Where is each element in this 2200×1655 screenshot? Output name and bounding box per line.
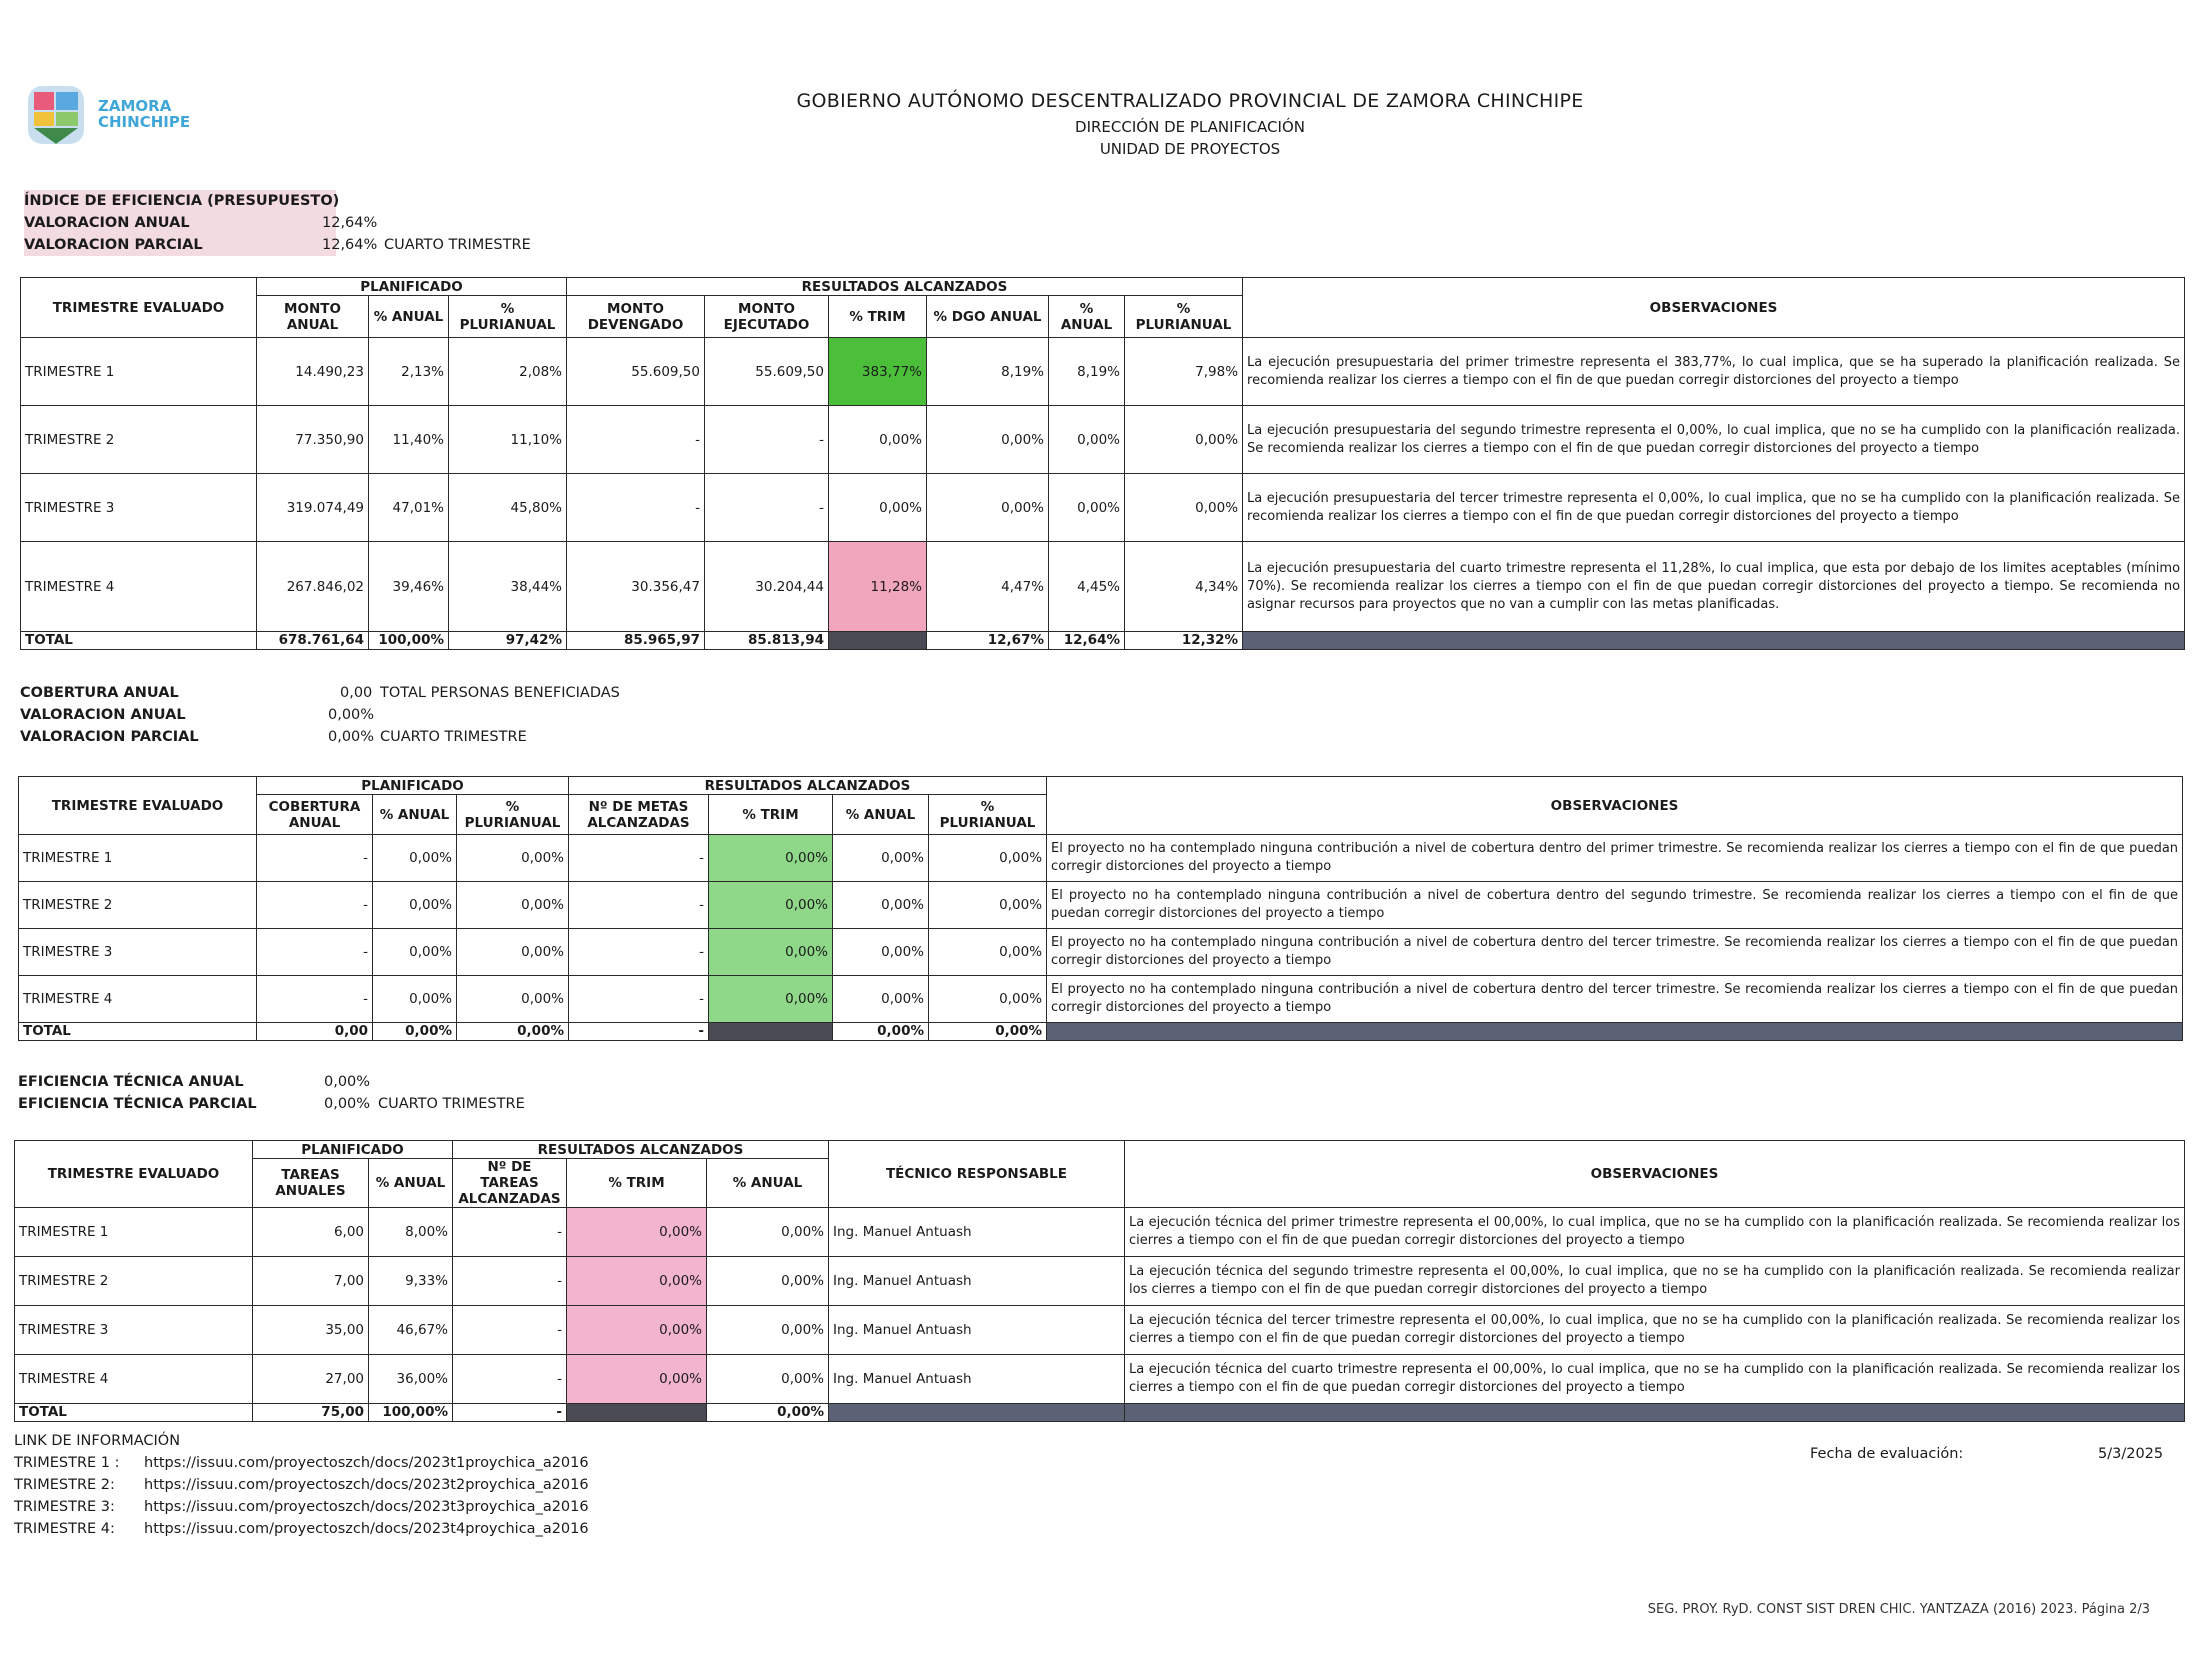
table-row bbox=[15, 1208, 2185, 1257]
total-alcanzadas: - bbox=[453, 1404, 567, 1422]
coverage-annual-label: VALORACION ANUAL bbox=[20, 707, 186, 723]
cell-metas: - bbox=[569, 882, 709, 929]
cell-pct-anual-result: 0,00% bbox=[707, 1355, 829, 1404]
col-monto-ejecutado: MONTO EJECUTADO bbox=[705, 296, 829, 338]
cell-pct-anual-result: 0,00% bbox=[707, 1257, 829, 1306]
col-monto-anual: MONTO ANUAL bbox=[257, 296, 369, 338]
row-label: TRIMESTRE 4 bbox=[19, 976, 257, 1023]
cell-tareas: 7,00 bbox=[253, 1257, 369, 1306]
cell-observaciones: El proyecto no ha contemplado ninguna contribución a nivel de cobertura dentro del tercer trimestre. Se recomienda realizar los cierres a tiempo con el fin de que puedan corregir distorciones del proyecto a tiempo bbox=[1047, 976, 2183, 1023]
cell-tareas: 27,00 bbox=[253, 1355, 369, 1404]
total-pct-plurianual: 97,42% bbox=[449, 632, 567, 650]
cell-pct-trim: 0,00% bbox=[567, 1208, 707, 1257]
cell-pct-trim: 0,00% bbox=[567, 1257, 707, 1306]
table-row bbox=[15, 1257, 2185, 1306]
cell-pct-anual-result: 4,45% bbox=[1049, 542, 1125, 632]
col-cobertura-anual: COBERTURA ANUAL bbox=[257, 795, 373, 835]
col-tecnico-responsable: TÉCNICO RESPONSABLE bbox=[829, 1141, 1125, 1208]
col-monto-devengado: MONTO DEVENGADO bbox=[567, 296, 705, 338]
col-pct-anual-result: % ANUAL bbox=[707, 1159, 829, 1208]
cell-pct-anual: 46,67% bbox=[369, 1306, 453, 1355]
cell-pct-plurianual-result: 0,00% bbox=[929, 835, 1047, 882]
row-label: TRIMESTRE 3 bbox=[15, 1306, 253, 1355]
cell-pct-trim: 0,00% bbox=[709, 929, 833, 976]
coverage-annual-value: 0,00% bbox=[328, 707, 375, 723]
cell-pct-anual-result: 0,00% bbox=[707, 1306, 829, 1355]
total-cobertura: 0,00 bbox=[257, 1023, 373, 1041]
links-section bbox=[14, 1430, 714, 1550]
cell-observaciones: El proyecto no ha contemplado ninguna contribución a nivel de cobertura dentro del tercer trimestre. Se recomienda realizar los cierres a tiempo con el fin de que puedan corregir distorciones del proyecto a tiempo bbox=[1047, 929, 2183, 976]
cell-pct-anual-result: 0,00% bbox=[833, 976, 929, 1023]
total-tecnico-filler bbox=[829, 1404, 1125, 1422]
link-label-2: TRIMESTRE 2: bbox=[14, 1477, 115, 1493]
budget-partial-label: VALORACION PARCIAL bbox=[24, 234, 336, 256]
budget-annual-label: VALORACION ANUAL bbox=[24, 212, 336, 234]
coverage-table bbox=[18, 776, 2183, 1041]
cell-pct-anual: 47,01% bbox=[369, 474, 449, 542]
logo bbox=[24, 80, 204, 152]
row-label: TRIMESTRE 1 bbox=[21, 338, 257, 406]
cell-pct-plurianual: 0,00% bbox=[457, 929, 569, 976]
cell-cobertura: - bbox=[257, 929, 373, 976]
total-obs-filler bbox=[1125, 1404, 2185, 1422]
total-row bbox=[21, 632, 2185, 650]
cell-pct-anual: 0,00% bbox=[373, 976, 457, 1023]
cell-pct-plurianual: 45,80% bbox=[449, 474, 567, 542]
technical-partial-value: 0,00% bbox=[324, 1096, 371, 1112]
cell-cobertura: - bbox=[257, 835, 373, 882]
table-row bbox=[19, 835, 2183, 882]
table-row bbox=[15, 1355, 2185, 1404]
cell-pct-plurianual-result: 4,34% bbox=[1125, 542, 1243, 632]
total-label: TOTAL bbox=[15, 1404, 253, 1422]
total-pct-plurianual-result: 12,32% bbox=[1125, 632, 1243, 650]
technical-annual-value: 0,00% bbox=[324, 1074, 371, 1090]
col-pct-plurianual-result: % PLURIANUAL bbox=[929, 795, 1047, 835]
technical-annual-label: EFICIENCIA TÉCNICA ANUAL bbox=[18, 1074, 244, 1090]
cobertura-note: TOTAL PERSONAS BENEFICIADAS bbox=[380, 685, 620, 701]
cell-pct-plurianual: 0,00% bbox=[457, 976, 569, 1023]
col-pct-anual-result: % ANUAL bbox=[833, 795, 929, 835]
cell-observaciones: La ejecución presupuestaria del tercer trimestre representa el 0,00%, lo cual implica, que no se ha cumplido con la planificación realizada. Se recomienda realizar los cierres a tiempo con el fin de que puedan corregir distorciones del proyecto a tiempo bbox=[1243, 474, 2185, 542]
total-pct-anual-result: 0,00% bbox=[833, 1023, 929, 1041]
cell-tecnico: Ing. Manuel Antuash bbox=[829, 1257, 1125, 1306]
col-trimestre-evaluado: TRIMESTRE EVALUADO bbox=[15, 1141, 253, 1208]
col-pct-plurianual-result: % PLURIANUAL bbox=[1125, 296, 1243, 338]
cell-pct-anual: 0,00% bbox=[373, 835, 457, 882]
cell-pct-anual-result: 8,19% bbox=[1049, 338, 1125, 406]
cell-pct-anual: 8,00% bbox=[369, 1208, 453, 1257]
document-header bbox=[560, 90, 1820, 158]
total-obs-filler bbox=[1243, 632, 2185, 650]
cell-observaciones: La ejecución presupuestaria del cuarto trimestre representa el 11,28%, lo cual implica, que esta por debajo de los limites aceptables (mínimo 70%). Se recomienda realizar los cierres a tiempo con el fin de que puedan corregir distorciones del proyecto a tiempo. Se recomienda no asignar recursos para proyectos que no van a cumplir con las metas planificadas. bbox=[1243, 542, 2185, 632]
row-label: TRIMESTRE 2 bbox=[19, 882, 257, 929]
document-subtitle-2: UNIDAD DE PROYECTOS bbox=[1099, 140, 1281, 158]
link-label-3: TRIMESTRE 3: bbox=[14, 1499, 115, 1515]
table-row bbox=[19, 976, 2183, 1023]
row-label: TRIMESTRE 4 bbox=[15, 1355, 253, 1404]
coverage-partial-period: CUARTO TRIMESTRE bbox=[380, 729, 527, 745]
col-pct-plurianual: % PLURIANUAL bbox=[457, 795, 569, 835]
cell-pct-anual-result: 0,00% bbox=[707, 1208, 829, 1257]
cell-pct-plurianual-result: 0,00% bbox=[1125, 406, 1243, 474]
cell-pct-trim: 0,00% bbox=[567, 1355, 707, 1404]
total-row bbox=[15, 1404, 2185, 1422]
table-row bbox=[21, 474, 2185, 542]
cell-observaciones: La ejecución técnica del segundo trimestre representa el 00,00%, lo cual implica, que no se ha cumplido con la planificación realizada. Se recomienda realizar los cierres a tiempo con el fin de que puedan corregir distorciones del proyecto a tiempo bbox=[1125, 1257, 2185, 1306]
cell-pct-plurianual-result: 0,00% bbox=[929, 882, 1047, 929]
coverage-summary bbox=[20, 682, 680, 752]
cell-alcanzadas: - bbox=[453, 1257, 567, 1306]
cell-pct-trim: 0,00% bbox=[709, 976, 833, 1023]
col-trimestre-evaluado: TRIMESTRE EVALUADO bbox=[19, 777, 257, 835]
total-obs-filler bbox=[1047, 1023, 2183, 1041]
cell-observaciones: La ejecución técnica del cuarto trimestre representa el 00,00%, lo cual implica, que no se ha cumplido con la planificación realizada. Se recomienda realizar los cierres a tiempo con el fin de que puedan corregir distorciones del proyecto a tiempo bbox=[1125, 1355, 2185, 1404]
table-row bbox=[21, 542, 2185, 632]
total-pct-anual-result: 0,00% bbox=[707, 1404, 829, 1422]
cell-monto-devengado: 55.609,50 bbox=[567, 338, 705, 406]
row-label: TRIMESTRE 1 bbox=[19, 835, 257, 882]
cell-alcanzadas: - bbox=[453, 1208, 567, 1257]
cell-tecnico: Ing. Manuel Antuash bbox=[829, 1355, 1125, 1404]
col-observaciones: OBSERVACIONES bbox=[1243, 278, 2185, 338]
total-trim-filler bbox=[829, 632, 927, 650]
link-label-4: TRIMESTRE 4: bbox=[14, 1521, 115, 1537]
col-pct-trim: % TRIM bbox=[829, 296, 927, 338]
table-row bbox=[19, 929, 2183, 976]
cell-pct-anual: 36,00% bbox=[369, 1355, 453, 1404]
technical-summary bbox=[18, 1071, 578, 1117]
cell-monto-anual: 319.074,49 bbox=[257, 474, 369, 542]
total-pct-anual: 100,00% bbox=[369, 632, 449, 650]
total-monto-devengado: 85.965,97 bbox=[567, 632, 705, 650]
evaluation-date: 5/3/2025 bbox=[2098, 1446, 2164, 1462]
link-label-1: TRIMESTRE 1 : bbox=[14, 1455, 120, 1471]
row-label: TRIMESTRE 2 bbox=[21, 406, 257, 474]
col-pct-trim: % TRIM bbox=[709, 795, 833, 835]
col-pct-anual: % ANUAL bbox=[369, 296, 449, 338]
total-trim-filler bbox=[709, 1023, 833, 1041]
total-monto-anual: 678.761,64 bbox=[257, 632, 369, 650]
cell-pct-anual-result: 0,00% bbox=[833, 835, 929, 882]
cell-pct-anual: 9,33% bbox=[369, 1257, 453, 1306]
cell-monto-devengado: - bbox=[567, 406, 705, 474]
col-pct-anual: % ANUAL bbox=[373, 795, 457, 835]
group-planificado: PLANIFICADO bbox=[257, 777, 569, 795]
col-pct-anual: % ANUAL bbox=[369, 1159, 453, 1208]
cell-pct-plurianual: 2,08% bbox=[449, 338, 567, 406]
total-pct-anual: 100,00% bbox=[369, 1404, 453, 1422]
cell-monto-ejecutado: - bbox=[705, 406, 829, 474]
col-metas-alcanzadas: Nº DE METAS ALCANZADAS bbox=[569, 795, 709, 835]
budget-partial-period: CUARTO TRIMESTRE bbox=[384, 237, 531, 253]
total-monto-ejecutado: 85.813,94 bbox=[705, 632, 829, 650]
cell-pct-plurianual: 38,44% bbox=[449, 542, 567, 632]
link-url-2[interactable]: https://issuu.com/proyectoszch/docs/2023t2proychica_a2016 bbox=[144, 1477, 589, 1493]
cell-alcanzadas: - bbox=[453, 1355, 567, 1404]
cell-monto-ejecutado: 30.204,44 bbox=[705, 542, 829, 632]
cell-alcanzadas: - bbox=[453, 1306, 567, 1355]
cell-pct-trim: 383,77% bbox=[829, 338, 927, 406]
cell-monto-anual: 267.846,02 bbox=[257, 542, 369, 632]
cell-metas: - bbox=[569, 835, 709, 882]
total-pct-anual-result: 12,64% bbox=[1049, 632, 1125, 650]
cell-monto-devengado: 30.356,47 bbox=[567, 542, 705, 632]
cell-pct-plurianual-result: 0,00% bbox=[929, 929, 1047, 976]
total-tareas: 75,00 bbox=[253, 1404, 369, 1422]
col-trimestre-evaluado: TRIMESTRE EVALUADO bbox=[21, 278, 257, 338]
budget-annual-value: 12,64% bbox=[322, 215, 378, 231]
row-label: TRIMESTRE 2 bbox=[15, 1257, 253, 1306]
budget-summary bbox=[24, 190, 584, 260]
cell-pct-dgo-anual: 4,47% bbox=[927, 542, 1049, 632]
links-heading: LINK DE INFORMACIÓN bbox=[14, 1433, 181, 1449]
cell-pct-dgo-anual: 0,00% bbox=[927, 406, 1049, 474]
coverage-partial-label: VALORACION PARCIAL bbox=[20, 729, 199, 745]
cell-observaciones: La ejecución presupuestaria del primer trimestre representa el 383,77%, lo cual implica, que se ha superado la planificación realizada. Se recomienda realizar los cierres a tiempo con el fin de que puedan corregir distorciones del proyecto a tiempo bbox=[1243, 338, 2185, 406]
technical-partial-period: CUARTO TRIMESTRE bbox=[378, 1096, 525, 1112]
group-planificado: PLANIFICADO bbox=[253, 1141, 453, 1159]
row-label: TRIMESTRE 3 bbox=[21, 474, 257, 542]
cell-pct-plurianual: 0,00% bbox=[457, 835, 569, 882]
cell-pct-anual: 39,46% bbox=[369, 542, 449, 632]
cell-pct-trim: 0,00% bbox=[709, 835, 833, 882]
budget-summary-heading: ÍNDICE DE EFICIENCIA (PRESUPUESTO) bbox=[24, 190, 336, 212]
cell-cobertura: - bbox=[257, 976, 373, 1023]
technical-table bbox=[14, 1140, 2185, 1422]
cell-monto-anual: 77.350,90 bbox=[257, 406, 369, 474]
budget-partial-value: 12,64% bbox=[322, 237, 378, 253]
col-observaciones: OBSERVACIONES bbox=[1047, 777, 2183, 835]
total-trim-filler bbox=[567, 1404, 707, 1422]
cell-observaciones: La ejecución presupuestaria del segundo trimestre representa el 0,00%, lo cual implica, que no se ha cumplido con la planificación realizada. Se recomienda realizar los cierres a tiempo con el fin de que puedan corregir distorciones del proyecto a tiempo bbox=[1243, 406, 2185, 474]
cell-observaciones: El proyecto no ha contemplado ninguna contribución a nivel de cobertura dentro del primer trimestre. Se recomienda realizar los cierres a tiempo con el fin de que puedan corregir distorciones del proyecto a tiempo bbox=[1047, 835, 2183, 882]
document-title: GOBIERNO AUTÓNOMO DESCENTRALIZADO PROVINCIAL DE ZAMORA CHINCHIPE bbox=[796, 90, 1584, 112]
total-label: TOTAL bbox=[19, 1023, 257, 1041]
col-pct-dgo-anual: % DGO ANUAL bbox=[927, 296, 1049, 338]
cell-observaciones: El proyecto no ha contemplado ninguna contribución a nivel de cobertura dentro del segundo trimestre. Se recomienda realizar los cierres a tiempo con el fin de que puedan corregir distorciones del proyecto a tiempo bbox=[1047, 882, 2183, 929]
coverage-partial-value: 0,00% bbox=[328, 729, 375, 745]
cell-pct-plurianual-result: 7,98% bbox=[1125, 338, 1243, 406]
evaluation-label: Fecha de evaluación: bbox=[1810, 1446, 1964, 1462]
group-resultados: RESULTADOS ALCANZADOS bbox=[567, 278, 1243, 296]
logo-text-line1: ZAMORA bbox=[98, 97, 172, 115]
cell-pct-anual-result: 0,00% bbox=[1049, 474, 1125, 542]
cell-pct-anual-result: 0,00% bbox=[1049, 406, 1125, 474]
group-resultados: RESULTADOS ALCANZADOS bbox=[453, 1141, 829, 1159]
row-label: TRIMESTRE 4 bbox=[21, 542, 257, 632]
cell-pct-trim: 0,00% bbox=[829, 474, 927, 542]
col-pct-anual-result: % ANUAL bbox=[1049, 296, 1125, 338]
col-tareas-anuales: TAREAS ANUALES bbox=[253, 1159, 369, 1208]
cell-monto-devengado: - bbox=[567, 474, 705, 542]
cell-pct-plurianual: 11,10% bbox=[449, 406, 567, 474]
cell-monto-ejecutado: 55.609,50 bbox=[705, 338, 829, 406]
total-pct-anual: 0,00% bbox=[373, 1023, 457, 1041]
cell-observaciones: La ejecución técnica del tercer trimestre representa el 00,00%, lo cual implica, que no se ha cumplido con la planificación realizada. Se recomienda realizar los cierres a tiempo con el fin de que puedan corregir distorciones del proyecto a tiempo bbox=[1125, 1306, 2185, 1355]
row-label: TRIMESTRE 1 bbox=[15, 1208, 253, 1257]
cell-tareas: 6,00 bbox=[253, 1208, 369, 1257]
cell-pct-dgo-anual: 8,19% bbox=[927, 338, 1049, 406]
cell-observaciones: La ejecución técnica del primer trimestre representa el 00,00%, lo cual implica, que no se ha cumplido con la planificación realizada. Se recomienda realizar los cierres a tiempo con el fin de que puedan corregir distorciones del proyecto a tiempo bbox=[1125, 1208, 2185, 1257]
budget-table bbox=[20, 277, 2185, 650]
logo-text-line2: CHINCHIPE bbox=[98, 113, 191, 131]
link-url-1[interactable]: https://issuu.com/proyectoszch/docs/2023t1proychica_a2016 bbox=[144, 1455, 589, 1471]
cobertura-label: COBERTURA ANUAL bbox=[20, 685, 179, 701]
table-row bbox=[19, 882, 2183, 929]
cell-pct-trim: 0,00% bbox=[709, 882, 833, 929]
cell-monto-ejecutado: - bbox=[705, 474, 829, 542]
cell-tareas: 35,00 bbox=[253, 1306, 369, 1355]
cobertura-value: 0,00 bbox=[340, 685, 373, 701]
row-label: TRIMESTRE 3 bbox=[19, 929, 257, 976]
cell-pct-trim: 0,00% bbox=[829, 406, 927, 474]
total-pct-plurianual: 0,00% bbox=[457, 1023, 569, 1041]
cell-pct-anual-result: 0,00% bbox=[833, 929, 929, 976]
cell-pct-plurianual-result: 0,00% bbox=[929, 976, 1047, 1023]
table-row bbox=[21, 338, 2185, 406]
col-pct-trim: % TRIM bbox=[567, 1159, 707, 1208]
cell-pct-anual: 11,40% bbox=[369, 406, 449, 474]
total-pct-dgo-anual: 12,67% bbox=[927, 632, 1049, 650]
total-row bbox=[19, 1023, 2183, 1041]
col-pct-plurianual: % PLURIANUAL bbox=[449, 296, 567, 338]
cell-metas: - bbox=[569, 976, 709, 1023]
link-url-4[interactable]: https://issuu.com/proyectoszch/docs/2023t4proychica_a2016 bbox=[144, 1521, 589, 1537]
col-tareas-alcanzadas: Nº DE TAREAS ALCANZADAS bbox=[453, 1159, 567, 1208]
table-row bbox=[15, 1306, 2185, 1355]
document-subtitle-1: DIRECCIÓN DE PLANIFICACIÓN bbox=[1075, 118, 1305, 136]
table-row bbox=[21, 406, 2185, 474]
cell-metas: - bbox=[569, 929, 709, 976]
cell-tecnico: Ing. Manuel Antuash bbox=[829, 1208, 1125, 1257]
total-label: TOTAL bbox=[21, 632, 257, 650]
cell-pct-anual-result: 0,00% bbox=[833, 882, 929, 929]
total-metas: - bbox=[569, 1023, 709, 1041]
group-planificado: PLANIFICADO bbox=[257, 278, 567, 296]
cell-pct-anual: 0,00% bbox=[373, 882, 457, 929]
cell-cobertura: - bbox=[257, 882, 373, 929]
logo-text bbox=[98, 98, 190, 130]
cell-pct-trim: 11,28% bbox=[829, 542, 927, 632]
link-url-3[interactable]: https://issuu.com/proyectoszch/docs/2023t3proychica_a2016 bbox=[144, 1499, 589, 1515]
cell-pct-plurianual: 0,00% bbox=[457, 882, 569, 929]
cell-tecnico: Ing. Manuel Antuash bbox=[829, 1306, 1125, 1355]
page-footer: SEG. PROY. RyD. CONST SIST DREN CHIC. YANTZAZA (2016) 2023. Página 2/3 bbox=[1647, 1602, 2150, 1617]
cell-pct-anual: 0,00% bbox=[373, 929, 457, 976]
technical-partial-label: EFICIENCIA TÉCNICA PARCIAL bbox=[18, 1096, 257, 1112]
group-resultados: RESULTADOS ALCANZADOS bbox=[569, 777, 1047, 795]
cell-pct-plurianual-result: 0,00% bbox=[1125, 474, 1243, 542]
cell-pct-anual: 2,13% bbox=[369, 338, 449, 406]
col-observaciones: OBSERVACIONES bbox=[1125, 1141, 2185, 1208]
total-pct-plurianual-result: 0,00% bbox=[929, 1023, 1047, 1041]
cell-pct-trim: 0,00% bbox=[567, 1306, 707, 1355]
cell-pct-dgo-anual: 0,00% bbox=[927, 474, 1049, 542]
cell-monto-anual: 14.490,23 bbox=[257, 338, 369, 406]
